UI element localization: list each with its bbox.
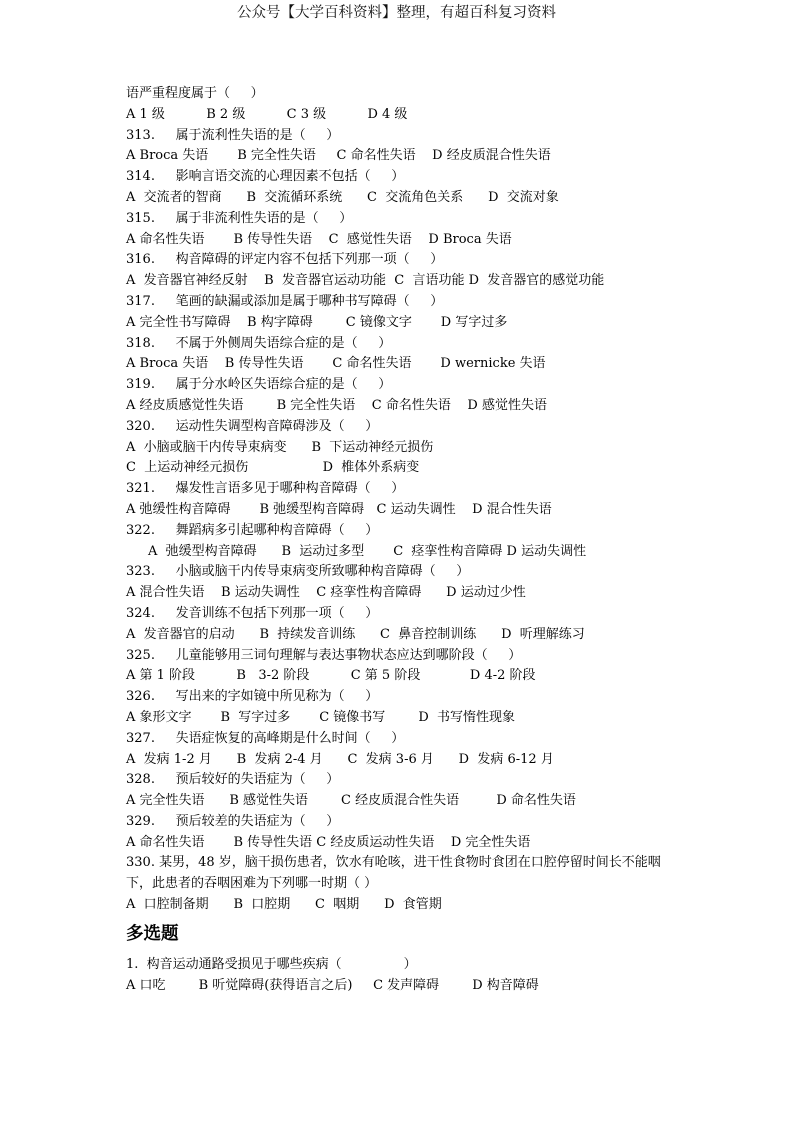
answer-options: A 命名性失语 B 传导性失语 C 感觉性失语 D Broca 失语 (126, 231, 512, 247)
answer-options: A 经皮质感觉性失语 B 完全性失语 C 命名性失语 D 感觉性失语 (126, 397, 547, 413)
question-text: 316. 构音障碍的评定内容不包括下列那一项（ ） (126, 252, 444, 268)
question-text: 326. 写出来的字如镜中所见称为（ ） (126, 689, 379, 705)
question-text: 328. 预后较好的失语症为（ ） (126, 772, 340, 788)
answer-options: A 小脑或脑干内传导束病变 B 下运动神经元损伤 (126, 439, 434, 455)
answer-options: A 第 1 阶段 B 3-2 阶段 C 第 5 阶段 D 4-2 阶段 (126, 668, 536, 684)
answer-options: A 弛缓性构音障碍 B 弛缓型构音障碍 C 运动失调性 D 混合性失语 (126, 501, 552, 517)
question-text: 322. 舞蹈病多引起哪种构音障碍（ ） (126, 522, 379, 538)
question-text: 329. 预后较差的失语症为（ ） (126, 813, 340, 829)
answer-options: A 混合性失语 B 运动失调性 C 痉挛性构音障碍 D 运动过少性 (126, 585, 526, 601)
answer-options: A 交流者的智商 B 交流循环系统 C 交流角色关系 D 交流对象 (126, 189, 559, 205)
question-text: 327. 失语症恢复的高峰期是什么时间（ ） (126, 730, 405, 746)
question-text: 321. 爆发性言语多见于哪种构音障碍（ ） (126, 481, 405, 497)
question-text: 315. 属于非流利性失语的是（ ） (126, 210, 353, 226)
question-text: 323. 小脑或脑干内传导束病变所致哪种构音障碍（ ） (126, 564, 470, 580)
answer-options: A Broca 失语 B 完全性失语 C 命名性失语 D 经皮质混合性失语 (126, 148, 551, 164)
answer-options: C 上运动神经元损伤 D 椎体外系病变 (126, 460, 420, 476)
section-heading: 多选题 (126, 923, 179, 944)
question-text: 319. 属于分水岭区失语综合症的是（ ） (126, 377, 392, 393)
question-text: 318. 不属于外侧周失语综合症的是（ ） (126, 335, 392, 351)
answer-options: A 1 级 B 2 级 C 3 级 D 4 级 (126, 106, 408, 122)
question-text: 324. 发音训练不包括下列那一项（ ） (126, 605, 379, 621)
question-text: 317. 笔画的缺漏或添加是属于哪种书写障碍（ ） (126, 293, 444, 309)
answer-options: A 发病 1-2 月 B 发病 2-4 月 C 发病 3-6 月 D 发病 6-12 月 (126, 751, 554, 767)
answer-options: A 发音器官神经反射 B 发音器官运动功能 C 言语功能 D 发音器官的感觉功能 (126, 273, 605, 289)
answer-options: A 命名性失语 B 传导性失语 C 经皮质运动性失语 D 完全性失语 (126, 834, 531, 850)
question-text: 314. 影响言语交流的心理因素不包括（ ） (126, 169, 405, 185)
answer-options: A Broca 失语 B 传导性失语 C 命名性失语 D wernicke 失语 (126, 356, 546, 372)
page-header: 公众号【大学百科资料】整理，有超百科复习资料 (237, 5, 556, 21)
answer-options: A 完全性书写障碍 B 构字障碍 C 镜像文字 D 写字过多 (126, 314, 508, 330)
answer-options: A 口吃 B 听觉障碍(获得语言之后) C 发声障碍 D 构音障碍 (126, 977, 539, 993)
answer-options: A 完全性失语 B 感觉性失语 C 经皮质混合性失语 D 命名性失语 (126, 793, 576, 809)
answer-options: A 口腔制备期 B 口腔期 C 咽期 D 食管期 (126, 897, 442, 913)
question-list (126, 84, 686, 996)
question-text: 320. 运动性失调型构音障碍涉及（ ） (126, 418, 379, 434)
answer-options: A 弛缓型构音障碍 B 运动过多型 C 痉挛性构音障碍 D 运动失调性 (148, 543, 587, 559)
question-text: 1. 构音运动通路受损见于哪些疾病（ ） (126, 956, 417, 972)
answer-options: A 象形文字 B 写字过多 C 镜像书写 D 书写惰性现象 (126, 709, 516, 725)
question-text: 313. 属于流利性失语的是（ ） (126, 127, 340, 143)
answer-options: A 发音器官的启动 B 持续发音训练 C 鼻音控制训练 D 听理解练习 (126, 626, 585, 642)
question-text: 325. 儿童能够用三词句理解与表达事物状态应达到哪阶段（ ） (126, 647, 522, 663)
question-text: 语严重程度属于（ ） (126, 86, 264, 101)
question-text: 330. 某男，48 岁，脑干损伤患者，饮水有呛咳，进干性食物时食团在口腔停留时间长不能咽下，此患者的吞咽困难为下列哪一时期（ ） (126, 855, 661, 892)
